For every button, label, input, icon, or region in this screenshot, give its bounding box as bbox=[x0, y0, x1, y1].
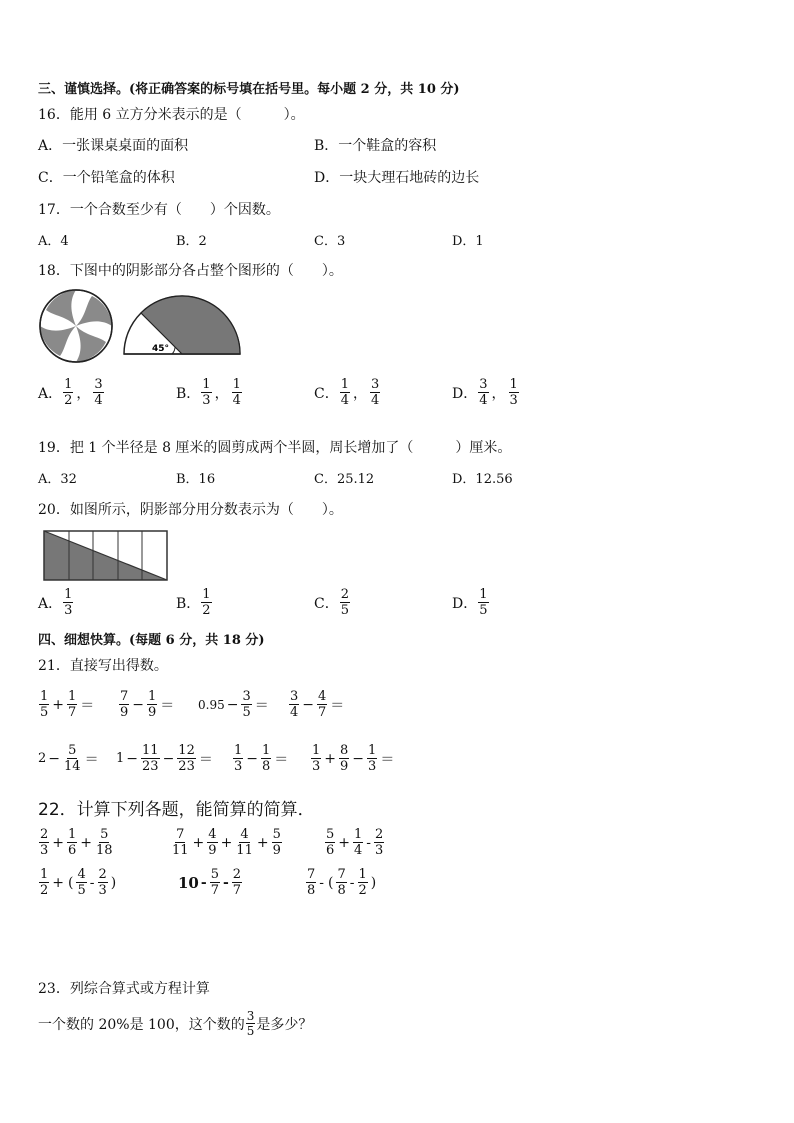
q18-option-a: A． $\frac{1}{2}$ ， $\frac{3}{4}$ bbox=[38, 377, 103, 408]
q23-text-1: 一个数的 20%是 100，这个数的 bbox=[38, 1016, 245, 1033]
q22-expr-1: $\frac{2}{3}$ + $\frac{1}{6}$ + $\frac{5}{18}$ bbox=[40, 827, 113, 858]
q20-option-a bbox=[38, 588, 74, 617]
fraction: $\frac{1}{5}$ bbox=[479, 587, 488, 618]
q20-option-b-label: B． bbox=[176, 595, 201, 612]
fraction: $\frac{3}{5}$ bbox=[246, 1009, 255, 1038]
fraction: $\frac{3}{4}$ bbox=[479, 377, 488, 408]
section-3-title: 三、谨慎选择。(将正确答案的标号填在括号里。每小题 2 分，共 10 分) bbox=[38, 82, 460, 97]
fraction: $\frac{3}{4}$ bbox=[94, 377, 103, 408]
q16-option-a: A．一张课桌桌面的面积 bbox=[38, 138, 189, 154]
q21-expr-3: 0.95 − $\frac{3}{5}$ ＝ bbox=[198, 689, 269, 720]
q20-option-d-label: D． bbox=[452, 595, 478, 612]
q21-expr-8: $\frac{1}{3}$ + $\frac{8}{9}$ − $\frac{1}{3}$ ＝ bbox=[312, 743, 395, 774]
fraction: $\frac{1}{3}$ bbox=[509, 377, 518, 408]
fraction: $\frac{1}{4}$ bbox=[232, 377, 241, 408]
q19-stem: 19．把 1 个半径是 8 厘米的圆剪成两个半圆，周长增加了（ ）厘米。 bbox=[38, 440, 512, 456]
q16-option-d: D．一块大理石地砖的边长 bbox=[314, 170, 480, 186]
q17-option-a: A．4 bbox=[38, 234, 69, 249]
q18-option-a-label: A． bbox=[38, 385, 63, 402]
q18-option-c-label: C． bbox=[314, 385, 339, 402]
q23-text-2: 是多少？ bbox=[256, 1016, 313, 1033]
q21-expr-2: $\frac{7}{9}$ − $\frac{1}{9}$ ＝ bbox=[120, 689, 175, 720]
q21-expr-7: $\frac{1}{3}$ − $\frac{1}{8}$ ＝ bbox=[234, 743, 289, 774]
q19-option-b: B．16 bbox=[176, 472, 216, 487]
q18-option-b: B． $\frac{1}{3}$ ， $\frac{1}{4}$ bbox=[176, 377, 241, 408]
fraction: $\frac{1}{4}$ bbox=[340, 377, 349, 408]
q16-stem: 16．能用 6 立方分米表示的是（ ）。 bbox=[38, 107, 305, 123]
q16-option-c: C．一个铅笔盒的体积 bbox=[38, 170, 175, 186]
q16-option-b: B．一个鞋盒的容积 bbox=[314, 138, 437, 154]
q19-option-d: D．12.56 bbox=[452, 472, 513, 487]
q21-expr-1: $\frac{1}{5}$ + $\frac{1}{7}$ ＝ bbox=[40, 689, 95, 720]
q17-option-b: B．2 bbox=[176, 234, 207, 249]
q18-option-b-label: B． bbox=[176, 385, 201, 402]
fraction: $\frac{1}{3}$ bbox=[64, 587, 73, 618]
q21-stem: 21．直接写出得数。 bbox=[38, 658, 168, 674]
q18-option-d-label: D． bbox=[452, 385, 478, 402]
fraction: $\frac{1}{2}$ bbox=[202, 587, 211, 618]
q22-expr-5: 10 - $\frac{5}{7}$ - $\frac{2}{7}$ bbox=[178, 867, 242, 898]
q22-expr-3: $\frac{5}{6}$ + $\frac{1}{4}$ - $\frac{2}{3}$ bbox=[326, 827, 384, 858]
q21-expr-6: 1 − $\frac{11}{23}$ − $\frac{12}{23}$ ＝ bbox=[116, 743, 213, 774]
q20-option-b bbox=[176, 588, 213, 617]
q23-problem bbox=[38, 1010, 312, 1037]
q22-stem: 22．计算下列各题，能简算的简算． bbox=[38, 800, 315, 820]
fraction: $\frac{1}{3}$ bbox=[202, 377, 211, 408]
q17-option-d: D．1 bbox=[452, 234, 484, 249]
q20-option-a-label: A． bbox=[38, 595, 63, 612]
q20-stem: 20．如图所示，阴影部分用分数表示为（ ）。 bbox=[38, 502, 343, 518]
q19-option-a: A．32 bbox=[38, 472, 77, 487]
q21-expr-5: 2 − $\frac{5}{14}$ ＝ bbox=[38, 743, 99, 774]
q21-expr-4: $\frac{3}{4}$ − $\frac{4}{7}$ ＝ bbox=[290, 689, 345, 720]
q20-rectangle-figure bbox=[43, 530, 171, 582]
q20-option-c-label: C． bbox=[314, 595, 339, 612]
q22-expr-2: $\frac{7}{11}$ + $\frac{4}{9}$ + $\frac{4}{11}$ + $\frac{5}{9}$ bbox=[172, 827, 281, 858]
q20-option-d bbox=[452, 588, 490, 617]
fraction: $\frac{1}{2}$ bbox=[64, 377, 73, 408]
fraction: $\frac{2}{5}$ bbox=[340, 587, 349, 618]
section-4-title: 四、细想快算。(每题 6 分，共 18 分) bbox=[38, 633, 265, 648]
q18-option-c: C． $\frac{1}{4}$ ， $\frac{3}{4}$ bbox=[314, 377, 380, 408]
q19-option-c: C．25.12 bbox=[314, 472, 375, 487]
q18-semicircle-figure bbox=[122, 292, 244, 358]
q18-circle-figure bbox=[38, 288, 118, 364]
q18-option-d: D． $\frac{3}{4}$ ， $\frac{1}{3}$ bbox=[452, 377, 518, 408]
q20-option-c bbox=[314, 588, 351, 617]
q18-stem: 18．下图中的阴影部分各占整个图形的（ ）。 bbox=[38, 263, 343, 279]
q18-angle-label: 45° bbox=[152, 344, 170, 354]
q22-expr-4: $\frac{1}{2}$ + ( $\frac{4}{5}$ - $\frac{2}{3}$ ) bbox=[40, 867, 117, 898]
q23-stem: 23．列综合算式或方程计算 bbox=[38, 981, 210, 997]
fraction: $\frac{3}{4}$ bbox=[371, 377, 380, 408]
q17-option-c: C．3 bbox=[314, 234, 346, 249]
q22-expr-6: $\frac{7}{8}$ - ( $\frac{7}{8}$ - $\frac{1}{2}$ ) bbox=[307, 867, 377, 898]
q17-stem: 17．一个合数至少有（ ）个因数。 bbox=[38, 202, 280, 218]
